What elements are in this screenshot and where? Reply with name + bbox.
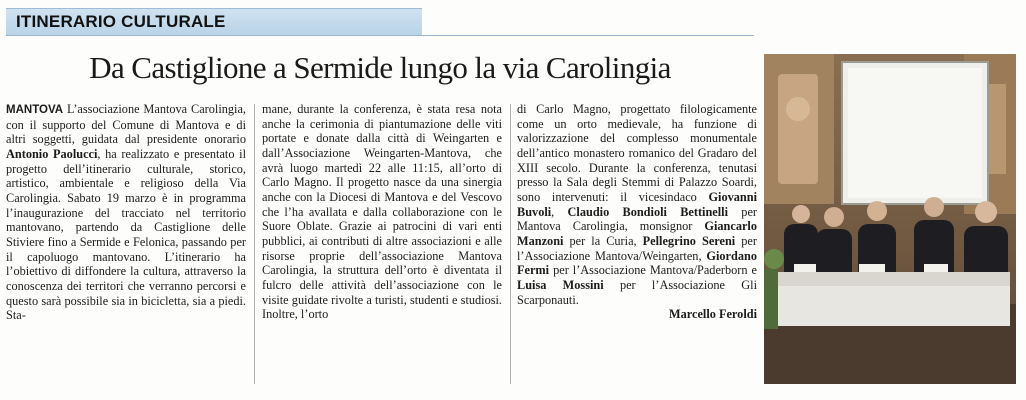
text-segment: per l’Associazione Gli Scarponauti. — [517, 277, 757, 307]
column-1-text — [6, 102, 246, 323]
article-column-1 — [6, 102, 246, 394]
conference-photo — [764, 54, 1016, 384]
text-segment: mane, durante la conferenza, è stata resa nota anche la cerimonia di piantumazione delle viti portate e donate dalla città di Weingarten e dall’Associazione Weingarten-Mantova, che avrà luogo martedì 22 alle 11:15, all’orto di Carlo Magno. Il progetto nasce da una sinergia anche con la Diocesi di Mantova e del Vescovo che l’ha avallata e dalla collaborazione con le Suore Oblate. Grazie ai patrocini di vari enti pubblici, ai contributi di altre associazioni e alle risorse proprie dell’associazione Mantova Carolingia, la struttura dell’orto è diventata il fulcro delle attività dell’associazione con le visite guidate rivolte a turisti, studenti e studiosi. Inoltre, l’orto — [262, 102, 502, 322]
person-name: Claudio Bondioli Bettinelli — [567, 204, 729, 219]
text-segment: per l’Associazione Mantova/Weingarten, — [517, 233, 757, 263]
column-2-text — [262, 102, 502, 322]
section-label: ITINERARIO CULTURALE — [16, 12, 226, 31]
text-segment: per l’Associazione Mantova/Paderborn e — [549, 263, 757, 278]
dateline: MANTOVA — [6, 104, 64, 116]
person-name: Giancarlo Manzoni — [517, 219, 757, 248]
text-segment: di Carlo Magno, progettato filologicamente come un orto medievale, ha funzione di valorizzazione del complesso monumentale dell’antico monastero romanico del Gradaro del XIII secolo. Durante la conferenza, tenutasi presso la Sala degli Stemmi di Palazzo Soardi, sono intervenuti: il vicesindaco — [517, 102, 757, 204]
section-rule — [6, 35, 754, 36]
person-name: Giordano Fermi — [517, 248, 757, 278]
col1-segments — [6, 102, 246, 322]
person-name: Giovanni Buvoli — [517, 189, 757, 219]
article-column-3 — [517, 102, 757, 394]
author-signature: Marcello Feroldi — [669, 307, 757, 322]
article-column-2 — [262, 102, 502, 394]
text-segment: , — [551, 204, 568, 219]
headline: Da Castiglione a Sermide lungo la via Carolingia — [89, 50, 671, 85]
column-3-text — [517, 102, 757, 307]
person-name: Pellegrino Sereni — [642, 233, 736, 248]
text-segment: per Mantova Carolingia, monsignor — [517, 204, 757, 234]
column-divider — [510, 104, 511, 384]
person-name: Antonio Paolucci — [6, 146, 98, 161]
text-segment: , ha realizzato e presentato il progetto dell’itinerario culturale, storico, artistico, ambientale e religioso della Via Carolingia. Sabato 19 marzo è in programma l’inaugurazione del tracciato nel territorio mantovano, partendo da Castiglione delle Stiviere fino a Sermide e Felonica, passando per il capoluogo mantovano. L’itinerario ha l’obiettivo di diffondere la cultura, attraverso la conoscenza dei territori che verranno percorsi e questo sarà possibile sia in bicicletta, sia a piedi. Sta- — [6, 146, 246, 323]
conference-photo-graphic — [764, 54, 1016, 384]
column-divider — [254, 104, 255, 384]
person-name: Luisa Mossini — [517, 277, 604, 292]
text-segment: L’associazione Mantova Carolingia, con il supporto del Comune di Mantova e di altri soggetti, guidata dal presidente onorario — [6, 102, 246, 147]
section-label-bar — [6, 8, 422, 35]
text-segment: per la Curia, — [563, 233, 643, 248]
